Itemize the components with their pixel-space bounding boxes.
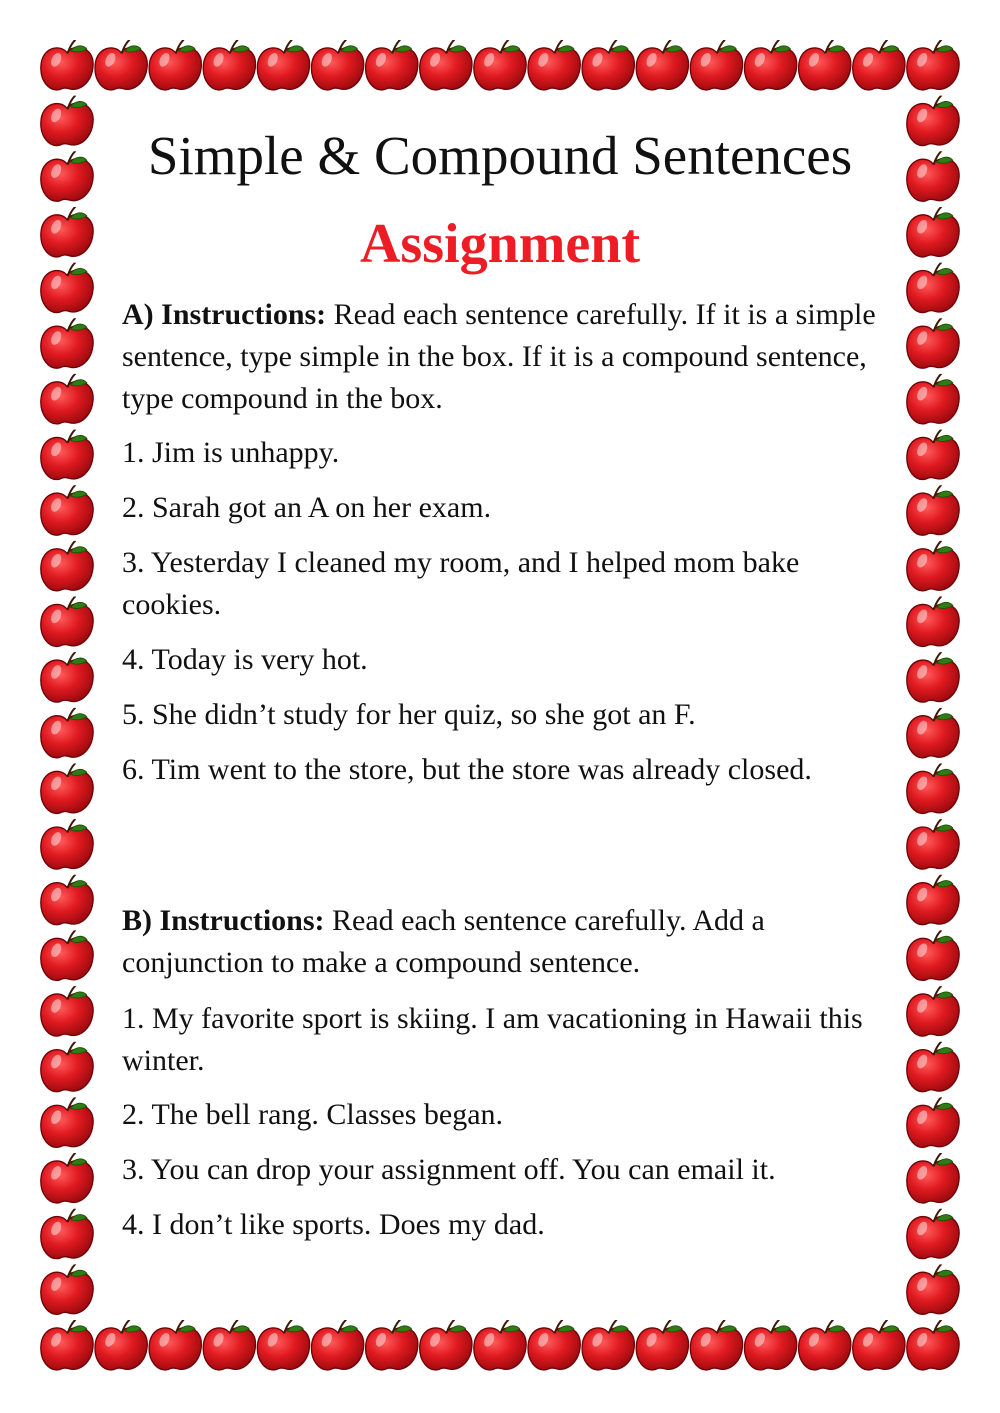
section-b-instructions [122, 900, 882, 984]
section-a-instructions [122, 294, 882, 420]
section-a-text: Read each sentence carefully. If it is a simple sentence, type simple in the box. If it is a compound sentence, type compound in the box. [122, 298, 876, 415]
section-b-item: 1. My favorite sport is skiing. I am vacationing in Hawaii this winter. [122, 1002, 863, 1077]
section-b-label: B) Instructions: [122, 904, 325, 937]
section-a-item: 1. Jim is unhappy. [122, 436, 340, 469]
section-a-label: A) Instructions: [122, 298, 327, 331]
section-b-text: Read each sentence carefully. Add a conjunction to make a compound sentence. [122, 904, 765, 979]
section-a-item: 3. Yesterday I cleaned my room, and I helped mom bake cookies. [122, 546, 800, 621]
section-a-item: 5. She didn’t study for her quiz, so she got an F. [122, 698, 696, 731]
section-b-item: 3. You can drop your assignment off. You can email it. [122, 1153, 776, 1186]
section-b-item: 2. The bell rang. Classes began. [122, 1098, 504, 1131]
section-a-item: 4. Today is very hot. [122, 643, 368, 676]
section-b-item: 4. I don’t like sports. Does my dad. [122, 1208, 545, 1241]
section-a-item: 6. Tim went to the store, but the store was already closed. [122, 753, 812, 786]
section-a-item: 2. Sarah got an A on her exam. [122, 491, 492, 524]
page-title: Simple & Compound Sentences [147, 125, 853, 186]
page-subtitle: Assignment [359, 213, 641, 275]
